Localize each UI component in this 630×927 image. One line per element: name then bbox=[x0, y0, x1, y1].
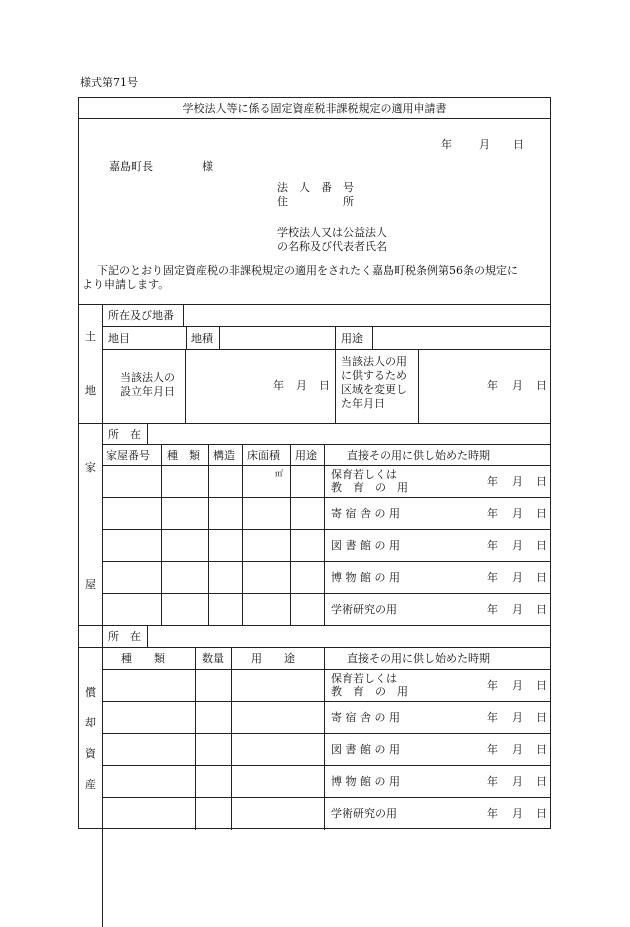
house-use-day-4: 日 bbox=[536, 603, 547, 616]
land-established-month: 月 bbox=[296, 379, 307, 392]
land-established-label-1: 当該法人の bbox=[120, 371, 175, 384]
depreciable-side-label-1: 償 bbox=[85, 686, 96, 699]
divider bbox=[102, 497, 550, 498]
land-established-day: 日 bbox=[319, 379, 330, 392]
divider bbox=[102, 701, 550, 702]
land-changed-year: 年 bbox=[487, 379, 498, 392]
divider bbox=[102, 529, 550, 530]
depreciable-location-label: 所 在 bbox=[108, 630, 141, 643]
form-number: 様式第71号 bbox=[80, 76, 138, 89]
depreciable-use-day-4: 日 bbox=[536, 807, 547, 820]
divider bbox=[102, 733, 550, 734]
depreciable-use-label-2: 図 書 館 の 用 bbox=[331, 743, 400, 756]
application-form bbox=[78, 97, 551, 829]
house-col-header-1: 種 類 bbox=[167, 449, 200, 462]
divider bbox=[185, 349, 186, 423]
house-use-year-2: 年 bbox=[487, 539, 498, 552]
divider bbox=[195, 647, 196, 830]
land-changed-day: 日 bbox=[536, 379, 547, 392]
divider bbox=[102, 669, 550, 670]
house-use-day-1: 日 bbox=[536, 507, 547, 520]
depreciable-use-month-1: 月 bbox=[512, 711, 523, 724]
depreciable-use-year-0: 年 bbox=[487, 679, 498, 692]
divider bbox=[183, 304, 184, 326]
depreciable-use-year-3: 年 bbox=[487, 775, 498, 788]
divider bbox=[102, 765, 550, 766]
house-use-month-0: 月 bbox=[512, 475, 523, 488]
divider bbox=[418, 349, 419, 423]
house-use-day-2: 日 bbox=[536, 539, 547, 552]
house-location-label: 所 在 bbox=[108, 428, 141, 441]
form-title: 学校法人等に係る固定資産税非課税規定の適用申請書 bbox=[182, 102, 447, 115]
house-use-year-4: 年 bbox=[487, 603, 498, 616]
house-use-month-1: 月 bbox=[512, 507, 523, 520]
divider bbox=[242, 444, 243, 625]
divider bbox=[186, 326, 187, 349]
depreciable-side-label-3: 資 bbox=[85, 747, 96, 760]
depreciable-use-day-2: 日 bbox=[536, 743, 547, 756]
land-changed-label-3: 区域を変更し bbox=[341, 383, 407, 396]
land-changed-label-1: 当該法人の用 bbox=[341, 355, 407, 368]
depreciable-use-label-0-1: 保育若しくは bbox=[331, 672, 397, 685]
house-col-header-2: 構造 bbox=[213, 449, 235, 462]
divider bbox=[161, 444, 162, 625]
depreciable-use-day-0: 日 bbox=[536, 679, 547, 692]
house-col-header-5: 直接その用に供し始めた時期 bbox=[347, 449, 490, 462]
divider bbox=[147, 423, 148, 444]
divider bbox=[219, 326, 220, 349]
depreciable-col-header-0: 種 類 bbox=[121, 652, 165, 665]
house-col-header-0: 家屋番号 bbox=[106, 449, 150, 462]
divider bbox=[79, 625, 550, 626]
house-use-year-3: 年 bbox=[487, 571, 498, 584]
depreciable-use-year-4: 年 bbox=[487, 807, 498, 820]
divider bbox=[290, 444, 291, 625]
depreciable-side-label-4: 産 bbox=[85, 778, 96, 791]
divider bbox=[147, 625, 148, 647]
depreciable-use-label-0-2: 教 育 の 用 bbox=[331, 685, 408, 698]
land-side-label-top: 土 bbox=[85, 330, 96, 343]
floor-area-unit: ㎡ bbox=[275, 469, 283, 478]
divider bbox=[335, 326, 336, 423]
depreciable-use-year-1: 年 bbox=[487, 711, 498, 724]
divider bbox=[102, 593, 550, 594]
divider bbox=[102, 797, 550, 798]
divider bbox=[231, 647, 232, 830]
depreciable-use-label-1: 寄 宿 舎 の 用 bbox=[331, 711, 400, 724]
divider bbox=[79, 423, 550, 424]
house-use-month-4: 月 bbox=[512, 603, 523, 616]
depreciable-use-month-4: 月 bbox=[512, 807, 523, 820]
house-use-day-3: 日 bbox=[536, 571, 547, 584]
divider bbox=[102, 326, 550, 327]
land-changed-label-2: に供するため bbox=[341, 369, 407, 382]
applicant-address: 住 所 bbox=[277, 195, 354, 208]
request-text-line1: 下記のとおり固定資産税の非課税規定の適用をされたく嘉島町税条例第56条の規定に bbox=[97, 264, 518, 277]
date-day: 日 bbox=[513, 138, 524, 151]
divider bbox=[102, 465, 550, 466]
addressee-name: 嘉島町長 bbox=[109, 160, 153, 173]
divider bbox=[102, 304, 103, 927]
depreciable-use-day-3: 日 bbox=[536, 775, 547, 788]
house-side-label-bottom: 屋 bbox=[85, 578, 96, 591]
house-use-label-4: 学術研究の用 bbox=[331, 603, 397, 616]
land-changed-label-4: た年月日 bbox=[341, 397, 385, 410]
depreciable-use-year-2: 年 bbox=[487, 743, 498, 756]
depreciable-col-header-3: 直接その用に供し始めた時期 bbox=[347, 652, 490, 665]
house-col-header-4: 用途 bbox=[295, 449, 317, 462]
depreciable-use-label-4: 学術研究の用 bbox=[331, 807, 397, 820]
divider bbox=[79, 647, 550, 648]
depreciable-use-month-0: 月 bbox=[512, 679, 523, 692]
divider bbox=[79, 304, 550, 305]
depreciable-use-label-3: 博 物 館 の 用 bbox=[331, 775, 400, 788]
divider bbox=[372, 326, 373, 349]
house-use-label-0-1: 保育若しくは bbox=[331, 468, 397, 481]
house-use-label-2: 図 書 館 の 用 bbox=[331, 539, 400, 552]
land-location-label: 所在及び地番 bbox=[108, 309, 174, 322]
land-use-label: 用途 bbox=[341, 332, 363, 345]
depreciable-side-label-2: 却 bbox=[85, 716, 96, 729]
house-col-header-3: 床面積 bbox=[247, 449, 280, 462]
house-use-year-0: 年 bbox=[487, 475, 498, 488]
divider bbox=[208, 444, 209, 625]
applicant-name-line2: の名称及び代表者氏名 bbox=[277, 240, 387, 253]
addressee-honorific: 様 bbox=[202, 160, 213, 173]
date-month: 月 bbox=[479, 138, 490, 151]
applicant-corp-number: 法 人 番 号 bbox=[277, 181, 354, 194]
house-side-label-top: 家 bbox=[85, 461, 96, 474]
divider bbox=[102, 349, 550, 350]
request-text-line2: より申請します。 bbox=[82, 278, 170, 291]
land-area-label: 地積 bbox=[191, 332, 213, 345]
house-use-label-3: 博 物 館 の 用 bbox=[331, 571, 400, 584]
land-established-label-2: 設立年月日 bbox=[120, 385, 175, 398]
depreciable-col-header-2: 用 途 bbox=[251, 652, 295, 665]
land-changed-month: 月 bbox=[512, 379, 523, 392]
depreciable-col-header-1: 数量 bbox=[202, 652, 224, 665]
house-use-month-3: 月 bbox=[512, 571, 523, 584]
divider bbox=[79, 118, 550, 119]
land-side-label-bottom: 地 bbox=[85, 384, 96, 397]
house-use-label-0-2: 教 育 の 用 bbox=[331, 481, 408, 494]
divider bbox=[324, 647, 325, 830]
divider bbox=[324, 444, 325, 625]
divider bbox=[102, 561, 550, 562]
house-use-label-1: 寄 宿 舎 の 用 bbox=[331, 507, 400, 520]
depreciable-use-month-2: 月 bbox=[512, 743, 523, 756]
divider bbox=[102, 444, 550, 445]
house-use-day-0: 日 bbox=[536, 475, 547, 488]
land-category-label: 地目 bbox=[108, 332, 130, 345]
applicant-name-line1: 学校法人又は公益法人 bbox=[277, 226, 387, 239]
house-use-month-2: 月 bbox=[512, 539, 523, 552]
depreciable-use-day-1: 日 bbox=[536, 711, 547, 724]
depreciable-use-month-3: 月 bbox=[512, 775, 523, 788]
land-established-year: 年 bbox=[273, 379, 284, 392]
date-year: 年 bbox=[441, 138, 452, 151]
house-use-year-1: 年 bbox=[487, 507, 498, 520]
